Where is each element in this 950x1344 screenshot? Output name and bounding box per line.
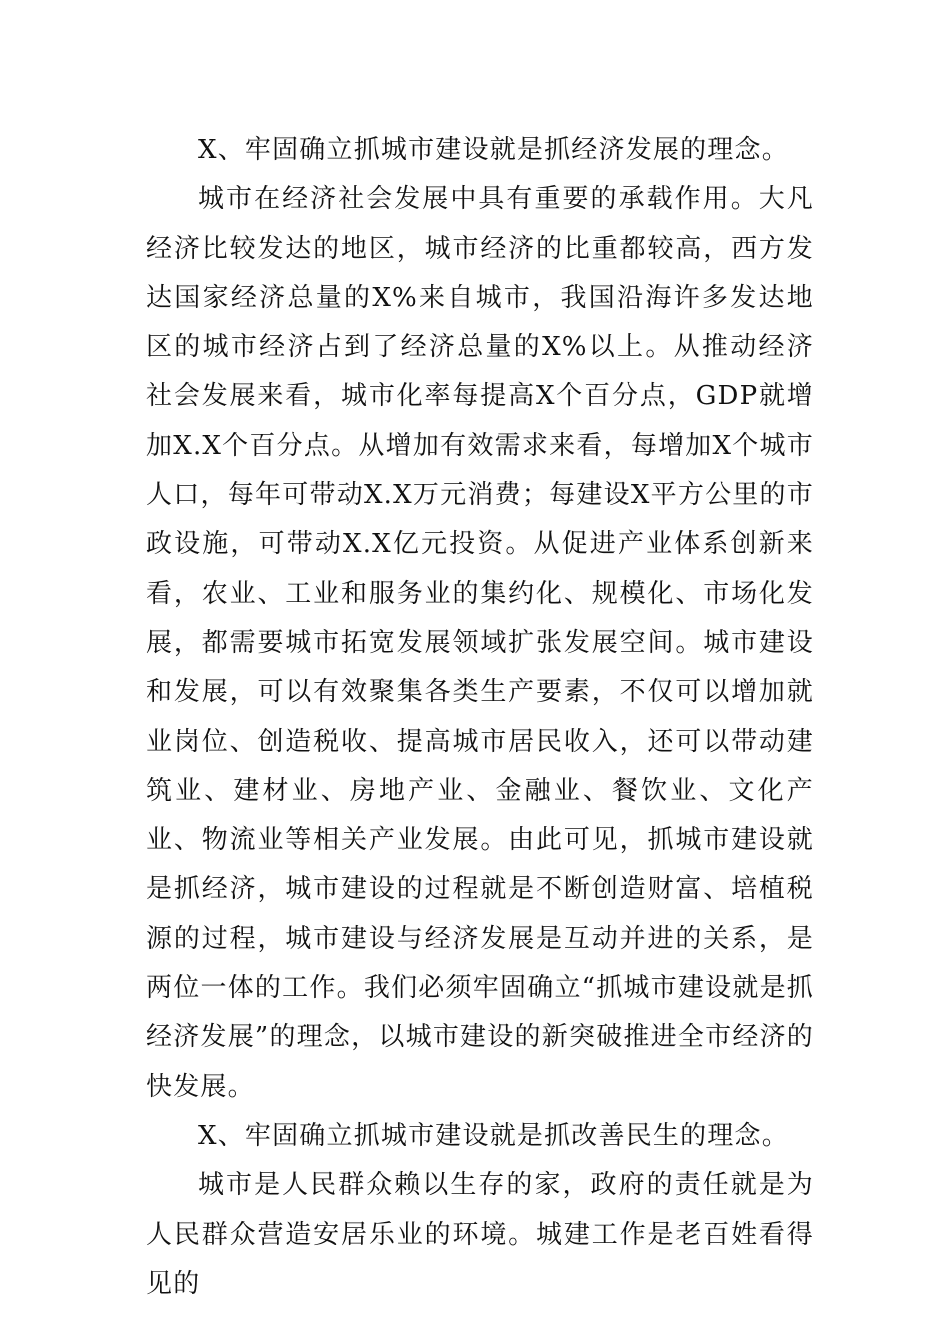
section-heading-economy: X、牢固确立抓城市建设就是抓经济发展的理念。 <box>198 135 789 165</box>
section-heading-livelihood: X、牢固确立抓城市建设就是抓改善民生的理念。 <box>198 1120 789 1151</box>
document-body <box>146 126 814 1309</box>
body-paragraph-livelihood: 城市是人民群众赖以生存的家，政府的责任就是为人民群众营造安居乐业的环境。城建工作是老百姓看得见的 <box>146 1170 814 1299</box>
body-paragraph-economy: 城市在经济社会发展中具有重要的承载作用。大凡经济比较发达的地区，城市经济的比重都较高，西方发达国家经济总量的X%来自城市，我国沿海许多发达地区的城市经济占到了经济总量的X%以上。从推动经济社会发展来看，城市化率每提高X个百分点，GDP就增加X.X个百分点。从增加有效需求来看，每增加X个城市人口，每年可带动X.X万元消费；每建设X平方公里的市政设施，可带动X.X亿元投资。从促进产业体系创新来看，农业、工业和服务业的集约化、规模化、市场化发展，都需要城市拓宽发展领域扩张发展空间。城市建设和发展，可以有效聚集各类生产要素，不仅可以增加就业岗位、创造税收、提高城市居民收入，还可以带动建筑业、建材业、房地产业、金融业、餐饮业、文化产业、物流业等相关产业发展。由此可见，抓城市建设就是抓经济，城市建设的过程就是不断创造财富、培植税源的过程，城市建设与经济发展是互动并进的关系，是两位一体的工作。我们必须牢固确立“抓城市建设就是抓经济发展”的理念，以城市建设的新突破推进全市经济的快发展。 <box>146 184 814 1102</box>
